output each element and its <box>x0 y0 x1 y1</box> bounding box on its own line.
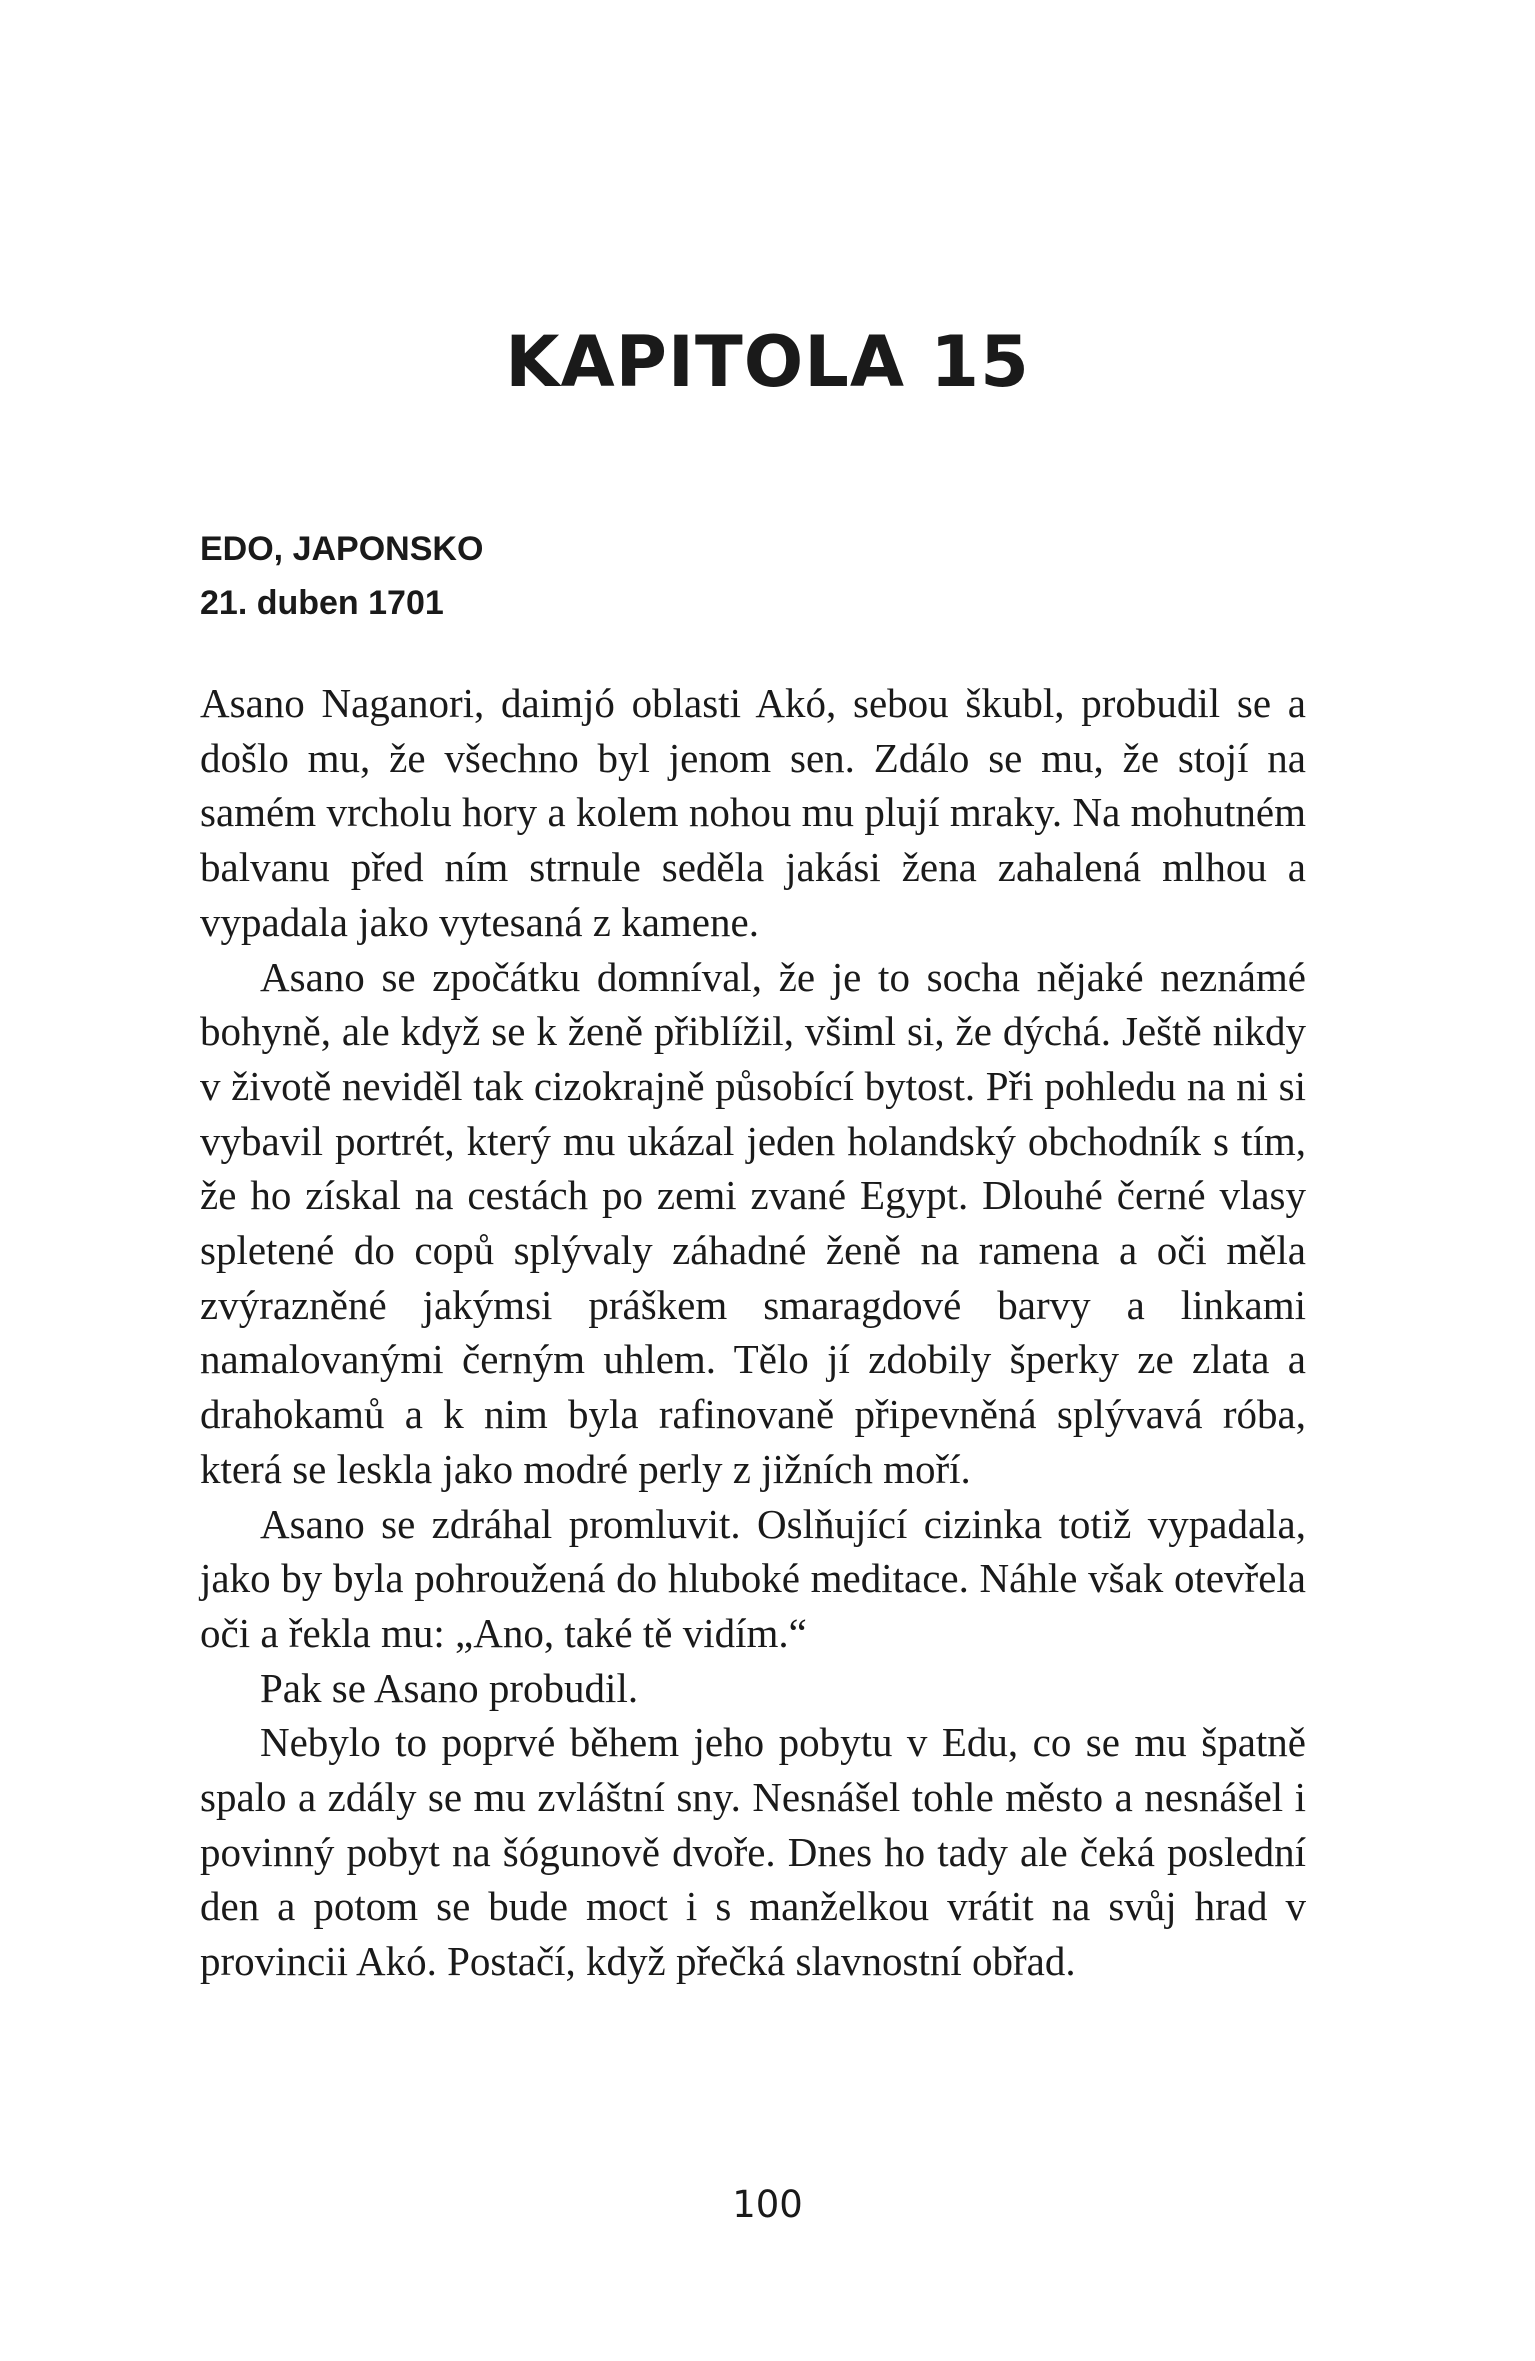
location-date: 21. duben 1701 <box>200 584 444 622</box>
paragraph: Asano se zdráhal promluvit. Oslňující cizinka totiž vypadala, jako by byla pohroužená do hluboké meditace. Náhle však otevřela oči a řekla mu: „Ano, také tě vidím.“ <box>200 1500 1306 1656</box>
paragraph: Nebylo to poprvé během jeho pobytu v Edu, co se mu špatně spalo a zdály se mu zvláštní sny. Nesnášel tohle město a nesnášel i povinný pobyt na šógunově dvoře. Dnes ho tady ale čeká poslední den a potom se bude moct i s manželkou vrátit na svůj hrad v provincii Akó. Postačí, když přečká slavnostní obřad. <box>200 1719 1306 1985</box>
paragraph: Asano se zpočátku domníval, že je to socha nějaké neznámé bohyně, ale když se k ženě přiblížil, všiml si, že dýchá. Ještě nikdy v životě neviděl tak cizokrajně působící bytost. Při pohledu na ni si vybavil portrét, který mu ukázal jeden holandský obchodník s tím, že ho získal na cestách po zemi zvané Egypt. Dlouhé černé vlasy spletené do copů splývaly záhadné ženě na ramena a oči měla zvýrazněné jakýmsi práškem smaragdové barvy a linkami namalovanými černým uhlem. Tělo jí zdobily šperky ze zlata a drahokamů a k nim byla rafinovaně připevněná splývavá róba, která se leskla jako modré perly z jižních moří. <box>200 953 1306 1492</box>
paragraph: Asano Naganori, daimjó oblasti Akó, sebou škubl, probudil se a došlo mu, že všechno byl jenom sen. Zdálo se mu, že stojí na samém vrcholu hory a kolem nohou mu plují mraky. Na mohutném balvanu před ním strnule seděla jakási žena zahalená mlhou a vypadala jako vytesaná z kamene. <box>200 680 1306 945</box>
chapter-location-block <box>200 522 483 630</box>
chapter-title: KAPITOLA 15 <box>505 321 1030 403</box>
location-place: EDO, JAPONSKO <box>200 530 484 568</box>
paragraph: Pak se Asano probudil. <box>260 1664 639 1711</box>
chapter-body <box>200 676 1306 1989</box>
page-number: 100 <box>732 2183 803 2226</box>
